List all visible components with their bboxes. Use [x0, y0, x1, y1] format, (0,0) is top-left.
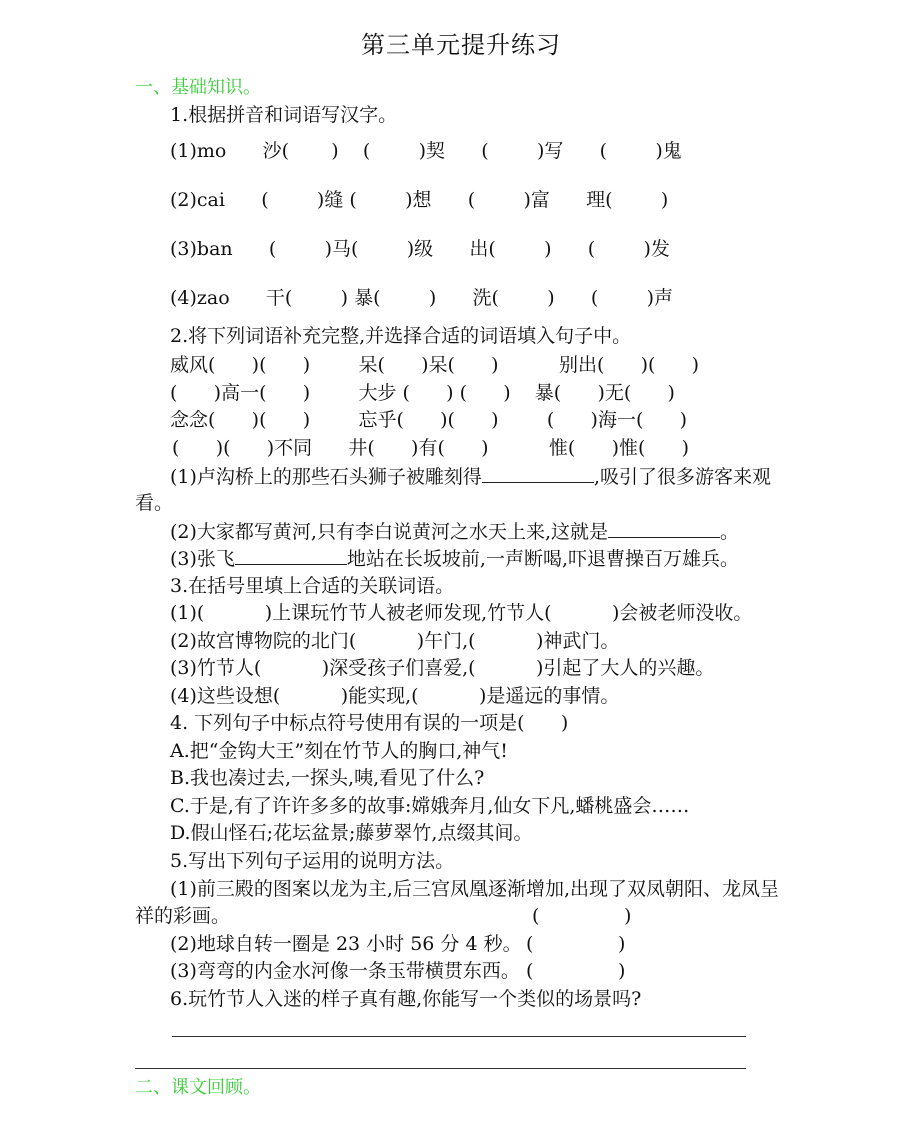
- q5-sentence-3: (3)弯弯的内金水河像一条玉带横贯东西。: [170, 960, 520, 982]
- q4-option-d: D.假山怪石;花坛盆景;藤萝翠竹,点缀其间。: [170, 822, 533, 844]
- question-2-title: 2.将下列词语补充完整,并选择合适的词语填入句子中。: [170, 325, 632, 347]
- answer-paren[interactable]: ( ): [526, 933, 626, 955]
- pinyin-row-3: (3)ban ( )马( )级 出( ) ( )发: [170, 238, 670, 260]
- fill-blank[interactable]: [235, 546, 347, 565]
- idiom-row-4: ( )( )不同 井( )有( ) 惟( )惟( ): [166, 437, 690, 459]
- idiom-row-3: 念念( )( ) 忘乎( )( ) ( )海一( ): [170, 409, 688, 431]
- q5-sentence-2: (2)地球自转一圈是 23 小时 56 分 4 秒。: [170, 933, 522, 955]
- q3-item-4: (4)这些设想( )能实现,( )是遥远的事情。: [170, 685, 620, 707]
- q5-sentence-1-cont: 祥的彩画。: [135, 905, 231, 927]
- idiom-row-2: ( )高一( ) 大步 ( ) ( ) 暴( )无( ): [170, 382, 675, 404]
- q2-sentence-3: (3)张飞 地站在长坂坡前,一声断喝,吓退曹操百万雄兵。: [170, 548, 740, 570]
- pinyin-row-2: (2)cai ( )缝 ( )想 ( )富 理( ): [170, 189, 669, 211]
- question-5-title: 5.写出下列句子运用的说明方法。: [170, 850, 455, 872]
- q2-sentence-1-cont: 看。: [135, 492, 174, 514]
- q3-item-1: (1)( )上课玩竹节人被老师发现,竹节人( )会被老师没收。: [170, 602, 753, 624]
- q4-option-a: A.把“金钩大王”刻在竹节人的胸口,神气!: [170, 740, 508, 762]
- pinyin-row-4: (4)zao 干( ) 暴( ) 洗( ) ( )声: [170, 287, 674, 309]
- q5-sentence-1: (1)前三殿的图案以龙为主,后三宫凤凰逐渐增加,出现了双凤朝阳、龙凤呈: [170, 878, 779, 900]
- answer-line[interactable]: [172, 1036, 746, 1037]
- section-2-heading: 二、课文回顾。: [135, 1077, 261, 1098]
- q2-sentence-2: (2)大家都写黄河,只有李白说黄河之水天上来,这就是 。: [170, 521, 740, 543]
- q3-item-3: (3)竹节人( )深受孩子们喜爱,( )引起了大人的兴趣。: [170, 657, 715, 679]
- pinyin-row-1: (1)mo 沙( ) ( )契 ( )写 ( )鬼: [170, 140, 682, 162]
- question-1-title: 1.根据拼音和词语写汉字。: [170, 104, 398, 126]
- page-title: 第三单元提升练习: [361, 31, 561, 59]
- question-6-title: 6.玩竹节人入迷的样子真有趣,你能写一个类似的场景吗?: [170, 988, 642, 1010]
- fill-blank[interactable]: [608, 519, 720, 538]
- q2-sentence-1: (1)卢沟桥上的那些石头狮子被雕刻得 ,吸引了很多游客来观: [170, 466, 771, 488]
- answer-paren[interactable]: ( ): [532, 905, 632, 927]
- q3-item-2: (2)故宫博物院的北门( )午门,( )神武门。: [170, 630, 620, 652]
- idiom-row-1: 威风( )( ) 呆( )呆( ) 别出( )( ): [170, 354, 700, 376]
- fill-blank[interactable]: [482, 464, 594, 483]
- question-3-title: 3.在括号里填上合适的关联词语。: [170, 575, 455, 597]
- section-1-heading: 一、基础知识。: [135, 77, 261, 98]
- question-4-title: 4. 下列句子中标点符号使用有误的一项是( ): [170, 712, 569, 734]
- answer-line[interactable]: [135, 1068, 746, 1069]
- answer-paren[interactable]: ( ): [526, 960, 626, 982]
- q4-option-c: C.于是,有了许许多多的故事:嫦娥奔月,仙女下凡,蟠桃盛会……: [170, 795, 690, 817]
- q4-option-b: B.我也凑过去,一探头,咦,看见了什么?: [170, 767, 485, 789]
